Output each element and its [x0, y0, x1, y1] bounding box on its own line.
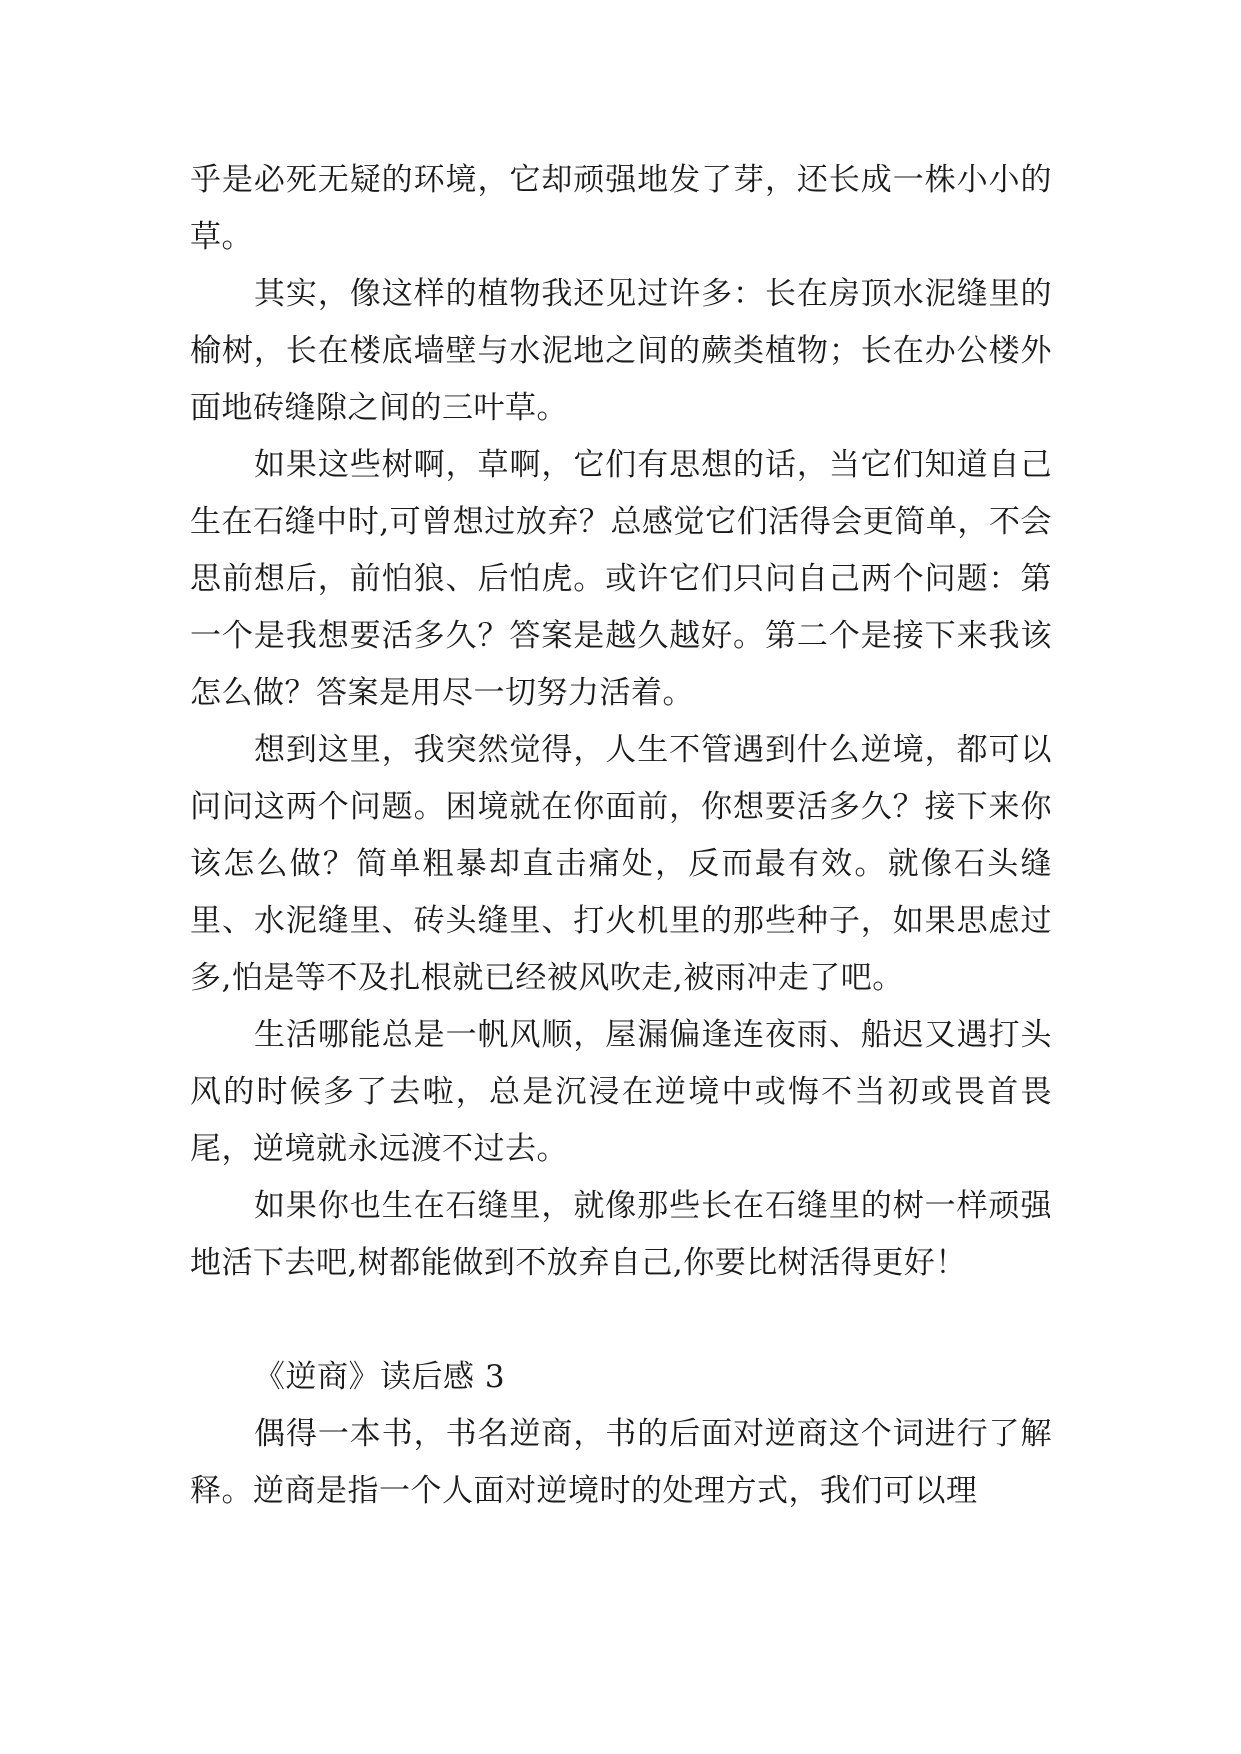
paragraph: 生活哪能总是一帆风顺，屋漏偏逢连夜雨、船迟又遇打头风的时候多了去啦，总是沉浸在逆境中或悔不当初或畏首畏尾，逆境就永远渡不过去。	[190, 1017, 1052, 1167]
paragraph-continued: 乎是必死无疑的环境，它却顽强地发了芽，还长成一株小小的草。	[190, 162, 1052, 255]
paragraph: 偶得一本书，书名逆商，书的后面对逆商这个词进行了解释。逆商是指一个人面对逆境时的处理方式，我们可以理	[190, 1416, 1052, 1509]
section-heading: 《逆商》读后感 3	[254, 1359, 506, 1395]
paragraph: 如果你也生在石缝里，就像那些长在石缝里的树一样顽强地活下去吧,树都能做到不放弃自己,你要比树活得更好！	[190, 1188, 1052, 1281]
document-body	[190, 152, 1052, 1520]
paragraph: 想到这里，我突然觉得，人生不管遇到什么逆境，都可以问问这两个问题。困境就在你面前，你想要活多久？接下来你该怎么做？简单粗暴却直击痛处，反而最有效。就像石头缝里、水泥缝里、砖头缝里、打火机里的那些种子，如果思虑过多,怕是等不及扎根就已经被风吹走,被雨冲走了吧。	[190, 732, 1052, 996]
paragraph: 如果这些树啊，草啊，它们有思想的话，当它们知道自己生在石缝中时,可曾想过放弃？总感觉它们活得会更简单，不会思前想后，前怕狼、后怕虎。或许它们只问自己两个问题：第一个是我想要活多久？答案是越久越好。第二个是接下来我该怎么做？答案是用尽一切努力活着。	[190, 447, 1052, 711]
paragraph: 其实，像这样的植物我还见过许多：长在房顶水泥缝里的榆树，长在楼底墙壁与水泥地之间的蕨类植物；长在办公楼外面地砖缝隙之间的三叶草。	[190, 276, 1052, 426]
